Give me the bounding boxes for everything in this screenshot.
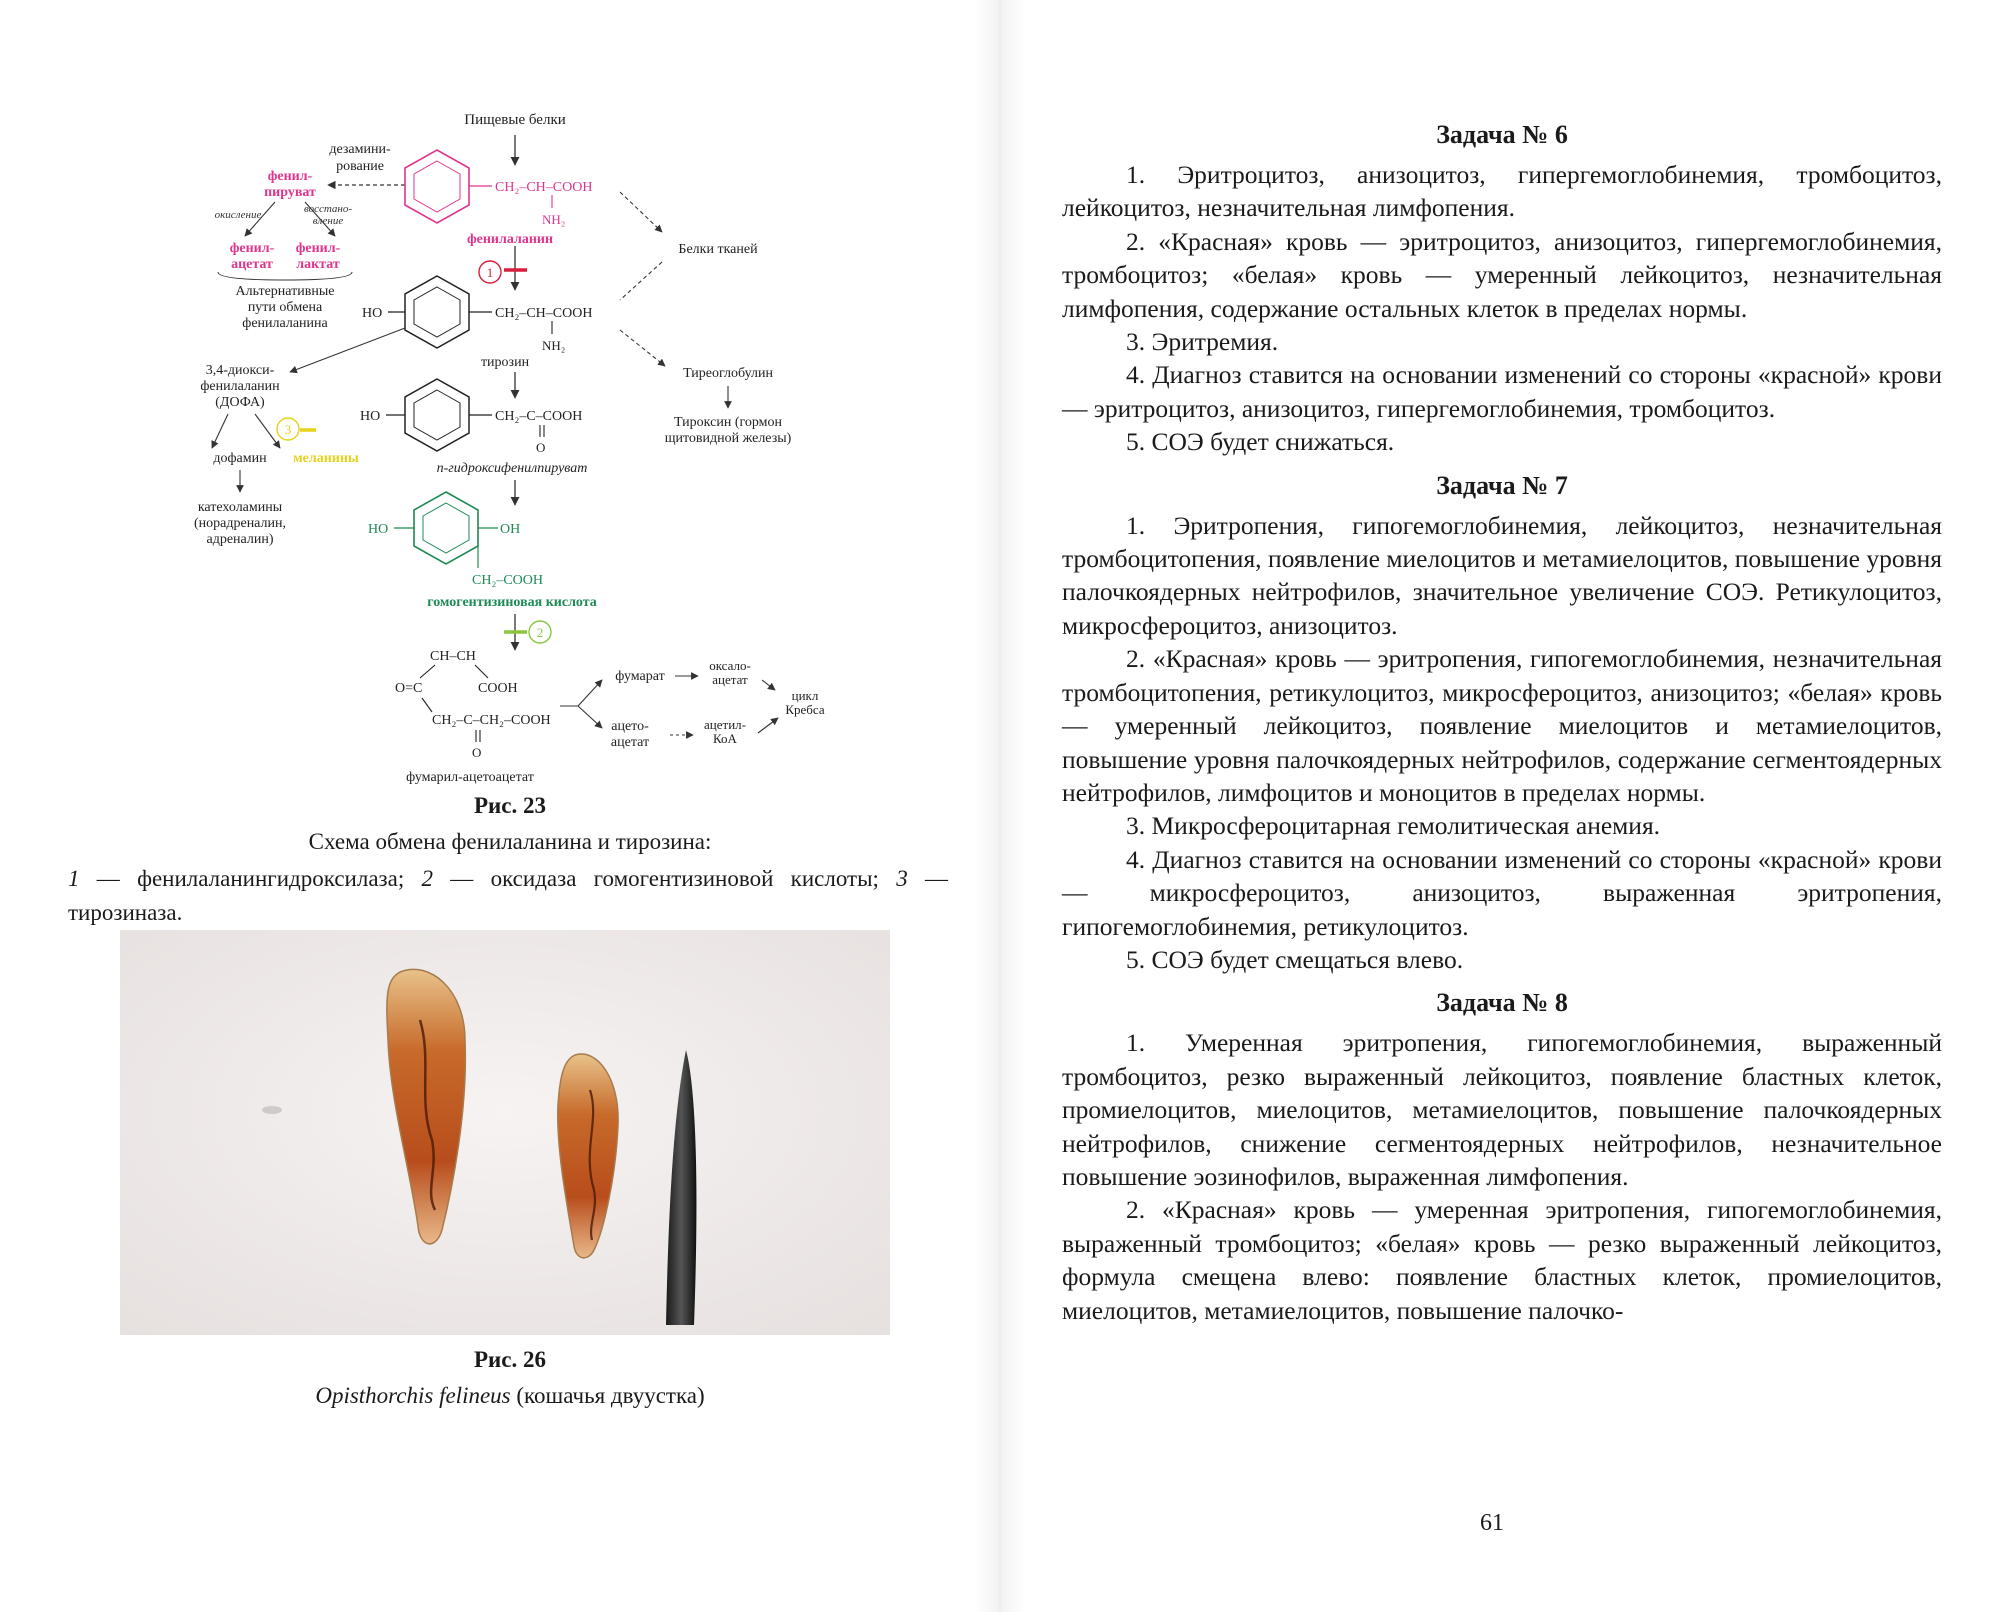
legend-text-2: — оксидаза гомогентизиновой кислоты; — [433, 866, 897, 891]
hga-chain: CH₂–COOH — [472, 573, 543, 588]
dopamine-label: дофамин — [213, 451, 267, 466]
arrow-acetylcoa-to-krebs — [758, 718, 778, 733]
hga-oh: OH — [500, 522, 521, 537]
task-6-item-1: 1. Эритроцитоз, анизоцитоз, гипергемоглобинемия, тромбоцитоз, лейкоцитоз, незначительная лимфопения. — [1062, 160, 1942, 223]
alt-paths-label-1: Альтернативные — [235, 284, 335, 299]
dash-tissue-to-tyr — [620, 262, 662, 300]
legend-text-3: — тирозиназа. — [68, 866, 948, 925]
reduction-label-1: восстано- — [303, 203, 353, 215]
task-7-title: Задача № 7 — [1436, 470, 1568, 500]
deamination-label-1: дезамини- — [329, 142, 391, 157]
legend-number-2: 2 — [421, 866, 434, 891]
task-7-item-4: 4. Диагноз ставится на основании изменений со стороны «красной» крови — микросфероцитоз, анизоцитоз, выраженная эритропения, гипогемоглобинемия, ретикулоцитоз. — [1062, 844, 1942, 941]
fa-oc: O=C — [395, 681, 423, 696]
task-8-title: Задача № 8 — [1436, 988, 1568, 1018]
legend-number-1: 1 — [68, 866, 80, 891]
hpp-o: O — [536, 440, 546, 455]
acetoacetate-label-1: ацето- — [611, 719, 649, 734]
phenylalanine-label: фенилаланин — [466, 232, 554, 247]
hpp-chain: CH₂–C–COOH — [495, 409, 583, 424]
task-6-item-5: 5. СОЭ будет снижаться. — [1126, 427, 1395, 457]
acetylcoa-label-2: КоА — [713, 731, 737, 746]
tyrosine-ho: HO — [362, 306, 383, 321]
figure-23-title: Схема обмена фенилаланина и тирозина: — [308, 829, 712, 854]
fumarylacetoacetate-molecule — [395, 649, 551, 760]
dopa-label-1: 3,4-диокси- — [205, 363, 275, 378]
left-page — [0, 0, 980, 1612]
task-6-item-2: 2. «Красная» кровь — эритроцитоз, анизоцитоз, гипергемоглобинемия, тромбоцитоз; «белая» кровь — умеренный лейкоцитоз, незначительная лимфопения, содержание остальных клеток в пределах нормы. — [1062, 226, 1942, 323]
homogentisic-acid-molecule — [368, 492, 543, 588]
melanins-label: меланины — [293, 451, 359, 466]
arrow-tyr-to-dopa — [290, 328, 405, 372]
step-1-number: 1 — [486, 265, 494, 280]
right-page — [1000, 0, 2000, 1612]
alt-paths-brace — [218, 272, 352, 280]
task-6-item-4: 4. Диагноз ставится на основании изменений со стороны «красной» крови — эритроцитоз, анизоцитоз, гипергемоглобинемия, тромбоцитоз. — [1062, 360, 1942, 423]
reduction-label-2: вление — [312, 215, 344, 227]
tyrosine-chain: CH₂–CH–COOH — [495, 306, 593, 321]
hydroxyphenylpyruvate-label: п-гидроксифенилпируват — [436, 461, 588, 476]
arrow-dopa-to-melanins — [255, 414, 280, 448]
dopa-label-3: (ДОФА) — [215, 395, 265, 410]
fa-o: O — [472, 745, 482, 760]
arrow-to-acetoacetate — [578, 706, 602, 728]
thyroglobulin-label: Тиреоглобулин — [683, 366, 773, 381]
thyroxine-label-2: щитовидной железы) — [664, 431, 792, 446]
acetoacetate-label-2: ацетат — [610, 735, 650, 750]
figure-23-legend — [68, 862, 948, 930]
task-6-title: Задача № 6 — [1436, 120, 1568, 149]
arrow-dopa-to-dopamine — [212, 414, 228, 448]
arrow-oxaloacetate-to-krebs — [762, 680, 775, 690]
phenylalanine-tyrosine-diagram — [0, 0, 980, 800]
phenylalanine-molecule — [405, 150, 592, 227]
opisthorchis-photo — [120, 930, 890, 1335]
phenylalanine-chain: CH₂–CH–COOH — [495, 180, 593, 195]
tyrosine-label: тирозин — [480, 355, 530, 370]
oxaloacetate-label-1: оксало- — [709, 658, 751, 673]
krebs-label-2: Кребса — [785, 702, 825, 717]
oxidation-label: окисление — [214, 209, 262, 221]
task-7-item-2: 2. «Красная» кровь — эритропения, гипогемоглобинемия, незначительная тромбоцитопения, ретикулоцитоз, микросфероцитоз, анизоцитоз; «белая» кровь — умеренный лейкоцитоз, появление миелоцитов и метамиелоцитов, повышение уровня палочкоядерных нейтрофилов, содержание сегментоядерных нейтрофилов, лимфоцитов и моноцитов в пределах нормы. — [1062, 644, 1942, 807]
hga-ho: HO — [368, 522, 389, 537]
task-7-item-5: 5. СОЭ будет смещаться влево. — [1126, 944, 1464, 974]
phenyllactate-label-1: фенил- — [295, 241, 341, 256]
task-6-item-3: 3. Эритремия. — [1126, 327, 1279, 357]
acetylcoa-label-1: ацетил- — [704, 717, 746, 732]
arrow-tyr-to-thyroglobulin — [620, 330, 665, 366]
arrow-phe-to-tissue — [620, 192, 662, 232]
legend-text-1: — фенилаланингидроксилаза; — [79, 866, 422, 891]
fa-chch: CH–CH — [430, 649, 476, 664]
alt-paths-label-3: фенилаланина — [242, 316, 328, 331]
answers-text — [1062, 108, 1942, 1327]
krebs-label-1: цикл — [791, 688, 819, 703]
task-7-item-3: 3. Микросфероцитарная гемолитическая анемия. — [1126, 811, 1661, 841]
step-3-number: 3 — [284, 422, 292, 437]
oxaloacetate-label-2: ацетат — [712, 672, 748, 687]
tyrosine-nh2: NH₂ — [542, 338, 566, 353]
task-8-item-2: 2. «Красная» кровь — умеренная эритропения, гипогемоглобинемия, выраженный тромбоцитоз; «белая» кровь — резко выраженный лейкоцитоз, формула смещена влево: появление бластных клеток, промиелоцитов, миелоцитов, метамиелоцитов, повышение палочко- — [1062, 1195, 1942, 1325]
species-common-name: (кошачья двуустка) — [510, 1383, 705, 1408]
fumarylacetoacetate-label: фумарил-ацетоацетат — [406, 770, 534, 785]
phenyllactate-label-2: лактат — [296, 257, 340, 272]
fumarate-label: фумарат — [615, 669, 665, 684]
fa-chain: CH₂–C–CH₂–COOH — [432, 713, 551, 728]
figure-23-number: Рис. 23 — [473, 793, 546, 818]
page-number: 61 — [1480, 1510, 1504, 1536]
dopa-label-2: фенилаланин — [200, 379, 280, 394]
tissue-proteins-label: Белки тканей — [678, 242, 758, 257]
hpp-ho: HO — [360, 409, 381, 424]
catecholamines-label-2: (норадреналин, — [193, 516, 287, 531]
thyroxine-label-1: Тироксин (гормон — [673, 415, 783, 430]
hydroxyphenylpyruvate-molecule — [360, 379, 582, 455]
phenylpyruvate-label-1: фенил- — [267, 169, 313, 184]
figure-26-caption — [60, 1380, 960, 1412]
catecholamines-label-3: адреналин) — [206, 532, 274, 547]
phenylalanine-nh2: NH₂ — [542, 212, 566, 227]
tyrosine-molecule — [362, 276, 592, 353]
step-2-number: 2 — [536, 625, 544, 640]
food-proteins-label: Пищевые белки — [464, 112, 566, 128]
legend-number-3: 3 — [896, 866, 908, 891]
phenylacetate-label-2: ацетат — [231, 257, 273, 272]
phenylpyruvate-label-2: пируват — [264, 185, 316, 200]
arrow-to-fumarate — [578, 680, 602, 706]
homogentisic-acid-label: гомогентизиновая кислота — [427, 595, 597, 610]
deamination-label-2: рование — [336, 159, 384, 174]
species-name: Opisthorchis felineus — [315, 1383, 511, 1408]
task-8-item-1: 1. Умеренная эритропения, гипогемоглобинемия, выраженный тромбоцитоз, резко выраженный лейкоцитоз, появление бластных клеток, промиелоцитов, миелоцитов, метамиелоцитов, повышение палочкоядерных нейтрофилов, снижение сегментоядерных нейтрофилов, незначительное повышение эозинофилов, выраженная лимфопения. — [1062, 1028, 1942, 1191]
fa-cooh: COOH — [478, 681, 518, 696]
alt-paths-label-2: пути обмена — [247, 300, 323, 315]
task-7-item-1: 1. Эритропения, гипогемоглобинемия, лейкоцитоз, незначительная тромбоцитопения, появление миелоцитов и метамиелоцитов, повышение уровня палочкоядерных нейтрофилов, значительное увеличение СОЭ. Ретикулоцитоз, микросфероцитоз, анизоцитоз. — [1062, 510, 1942, 640]
catecholamines-label-1: катехоламины — [197, 500, 283, 515]
figure-26-number: Рис. 26 — [473, 1347, 546, 1372]
phenylacetate-label-1: фенил- — [229, 241, 275, 256]
